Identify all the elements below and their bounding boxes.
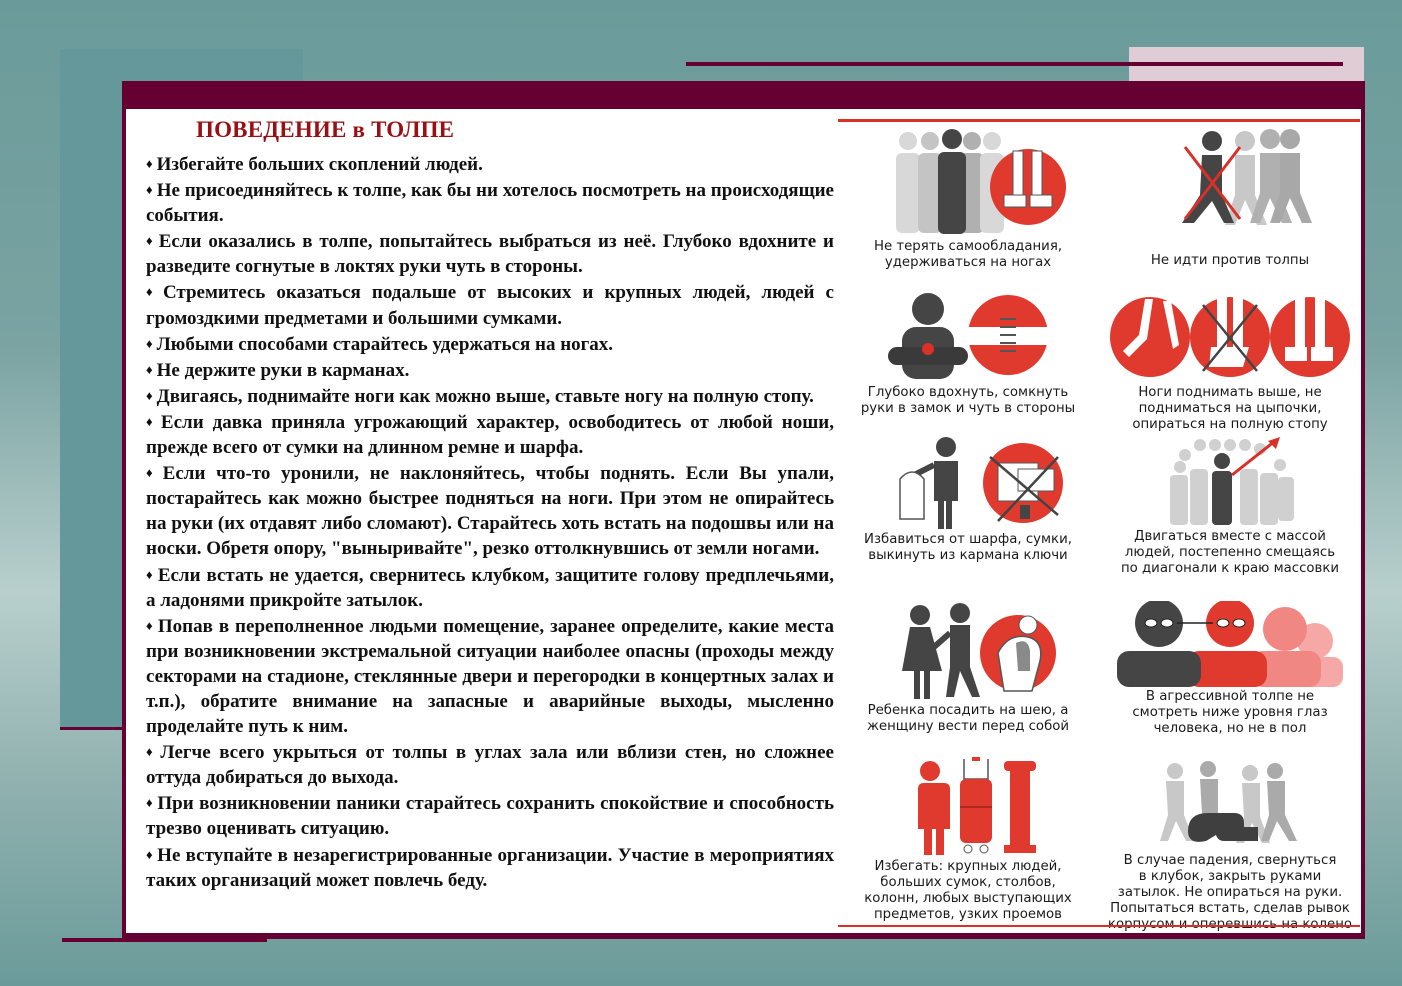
panel-border-right <box>1361 109 1365 939</box>
rule-text: Не присоединяйтесь к толпе, как бы ни хотелось посмотреть на происходящие события. <box>146 180 834 227</box>
diamond-bullet-icon: ♦ <box>146 795 154 811</box>
content-panel <box>122 81 1365 939</box>
diagonal-exit-crowd-icon <box>1130 435 1330 527</box>
rule-text: Если оказались в толпе, попытайтесь выбраться из неё. Глубоко вдохните и разведите согнутые в локтях руки чуть в стороны. <box>146 231 834 278</box>
rule-item <box>146 409 834 460</box>
diamond-bullet-icon: ♦ <box>146 361 153 377</box>
rule-text: Попав в переполненное людьми помещение, заранее определите, какие места при возникновении экстремальной ситуации наиболее опасны (проходы между секторами на стадионе, стеклянные двери и перегородки в концертных залах и т.п.), обратите внимание на запасные и аварийные выходы, мысленно проделайте путь к ним. <box>146 615 834 738</box>
child-on-shoulders-icon <box>868 603 1068 701</box>
crowd-standing-feet-icon <box>868 127 1068 237</box>
diamond-bullet-icon: ♦ <box>146 182 153 198</box>
rule-text: Стремитесь оказаться подальше от высоких и крупных людей, людей с громоздкими предметами и большими сумками. <box>146 282 834 329</box>
rule-item <box>146 739 834 790</box>
page-title: ПОВЕДЕНИЕ в ТОЛПЕ <box>196 117 455 142</box>
decorative-pink-block <box>1129 47 1364 81</box>
infographic-caption: Глубоко вдохнуть, сомкнуть руки в замок и чуть в стороны <box>860 385 1076 416</box>
infographic-caption: В случае падения, свернуться в клубок, закрыть руками затылок. Не опираться на руки. Попытаться встать, сделав рывок <box>1110 853 1350 916</box>
infographic-caption: Ребенка посадить на шею, а женщину вести перед собой <box>866 703 1070 734</box>
decorative-line-left <box>60 727 124 730</box>
rule-text: Избегайте больших скоплений людей. <box>156 154 483 175</box>
diamond-bullet-icon: ♦ <box>146 566 154 582</box>
infographic-top-rule <box>838 119 1360 122</box>
diamond-bullet-icon: ♦ <box>146 335 153 351</box>
rule-item <box>146 842 834 893</box>
rule-item <box>146 357 834 383</box>
infographic-caption: В агрессивной толпе не смотреть ниже уровня глаз человека, но не в пол <box>1132 689 1328 736</box>
infographic-item <box>838 757 1098 923</box>
infographic-item <box>838 127 1098 271</box>
rule-text: Не держите руки в карманах. <box>156 359 410 381</box>
infographic-caption: Ноги поднимать выше, не подниматься на цыпочки, опираться на полную стопу <box>1132 385 1328 432</box>
diamond-bullet-icon: ♦ <box>146 284 159 300</box>
infographic-bottom-rule <box>838 925 1360 927</box>
panel-border-bottom <box>122 933 1365 939</box>
infographic-item <box>838 291 1098 417</box>
rule-item <box>146 228 834 279</box>
infographic-caption: Двигаться вместе с массой людей, постепенно смещаясь по диагонали к краю массовки <box>1120 529 1340 576</box>
feet-steps-icon <box>1105 291 1355 383</box>
rule-text: Если давка приняла угрожающий характер, освободитесь от любой ноши, прежде всего от сумки на длинном ремне и шарфа. <box>146 411 834 459</box>
diamond-bullet-icon: ♦ <box>146 744 157 760</box>
infographic-item <box>838 435 1098 564</box>
diamond-bullet-icon: ♦ <box>146 465 159 481</box>
infographic-item <box>1100 127 1360 269</box>
infographic-item <box>1100 761 1360 933</box>
clasped-hands-icon <box>868 291 1068 383</box>
rule-item <box>146 151 834 177</box>
rule-text: Любыми способами старайтесь удержаться на ногах. <box>156 333 614 355</box>
infographic-caption: Избавиться от шарфа, сумки, выкинуть из кармана ключи <box>864 532 1072 563</box>
rules-list <box>146 151 834 893</box>
infographic <box>838 119 1360 931</box>
rule-item <box>146 613 834 739</box>
rule-item <box>146 279 834 330</box>
infographic-item <box>838 603 1098 735</box>
diamond-bullet-icon: ♦ <box>146 156 153 171</box>
diamond-bullet-icon: ♦ <box>146 233 155 249</box>
avoid-large-objects-icon <box>868 757 1068 857</box>
rule-item <box>146 383 834 409</box>
rule-text: Не вступайте в незарегистрированные организации. Участие в мероприятиях таких организаций может повлечь беду. <box>146 844 834 891</box>
infographic-item <box>1100 601 1360 737</box>
infographic-item <box>1100 291 1360 433</box>
panel-border-left <box>122 109 126 939</box>
infographic-caption: Не идти против толпы <box>1150 253 1310 268</box>
diamond-bullet-icon: ♦ <box>146 846 154 862</box>
running-against-crowd-crossed-icon <box>1130 127 1330 237</box>
rule-text: Если что-то уронили, не наклоняйтесь, чтобы поднять. Если Вы упали, постарайтесь как можно быстрее подняться на ноги. При этом не опирайтесь на руки (их отдавят либо сломают). Старайтесь хоть встать на подошвы или на носки. Обретя опору, "выныривайте", резко оттолкнувшись от земли ногами. <box>146 463 834 560</box>
rule-item <box>146 460 834 561</box>
infographic-item <box>1100 435 1360 577</box>
rule-text: Легче всего укрыться от толпы в углах зала или вблизи стен, но сложнее оттуда добираться до выхода. <box>146 742 834 789</box>
panel-header-bar <box>122 81 1365 109</box>
diamond-bullet-icon: ♦ <box>146 387 153 403</box>
infographic-caption: Не терять самообладания, удерживаться на ногах <box>873 239 1063 270</box>
rule-item <box>146 177 834 228</box>
rule-text: При возникновении паники старайтесь сохранить спокойствие и способность трезво оценивать ситуацию. <box>146 793 834 840</box>
diamond-bullet-icon: ♦ <box>146 413 157 429</box>
rule-item <box>146 790 834 841</box>
curl-up-protect-icon <box>1130 761 1330 851</box>
eye-contact-icon <box>1115 601 1345 687</box>
infographic-caption: Избегать: крупных людей, больших сумок, столбов, колонн, любых выступающих предметов, узких проемов <box>864 859 1072 922</box>
rule-item <box>146 331 834 357</box>
rule-text: Двигаясь, поднимайте ноги как можно выше, ставьте ногу на полную стопу. <box>156 385 814 407</box>
diamond-bullet-icon: ♦ <box>146 617 154 633</box>
drop-bag-keys-icon <box>868 435 1068 530</box>
rule-item <box>146 562 834 613</box>
rule-text: Если встать не удается, свернитесь клубком, защитите голову предплечьями, а ладонями прикройте затылок. <box>146 564 834 611</box>
